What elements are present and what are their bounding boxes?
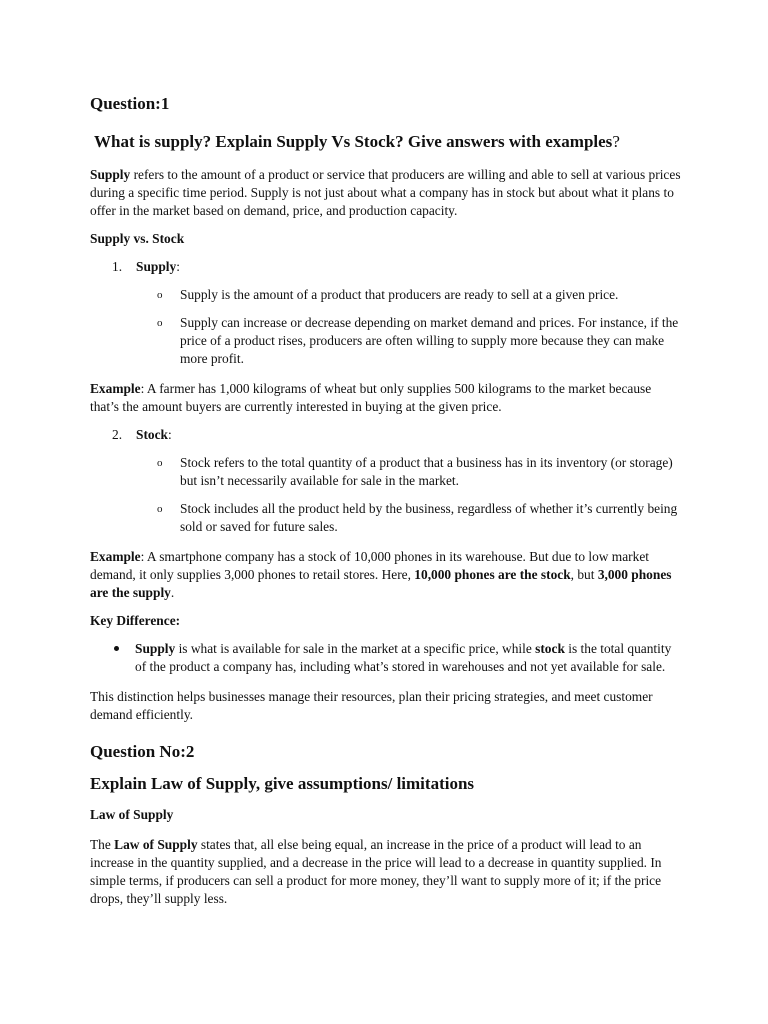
example-bold-stock: 10,000 phones are the stock: [414, 567, 571, 582]
item-colon: :: [168, 427, 172, 442]
question-1-label: Question:1: [90, 94, 170, 113]
key-difference-subheading: Key Difference:: [90, 613, 181, 628]
example-bold-supply: 3,000 phones are the supply: [90, 567, 672, 600]
item-title: [136, 426, 172, 444]
law-of-supply-subheading: Law of Supply: [90, 807, 174, 822]
list-item: [90, 454, 682, 490]
key-difference-text: is what is available for sale in the market at a specific price, while: [175, 641, 536, 656]
item-term: Stock: [136, 427, 168, 442]
law-of-supply-term: Law of Supply: [114, 837, 198, 852]
question-1-heading-mark: ?: [612, 132, 620, 151]
stock-points-list: [90, 454, 682, 536]
question-2-label: Question No:2: [90, 742, 195, 761]
item-number: 1.: [112, 259, 123, 274]
example-text: : A smartphone company has a stock of 10,000 phones in its warehouse. But due to low market demand, it only supplies 3,000 phones to retail stores. Here,: [90, 549, 649, 582]
list-item-text: Supply can increase or decrease depending on market demand and prices. For instance, if the price of a product rises, producers are often willing to supply more because they can make more profit.: [180, 315, 679, 366]
example-text: .: [170, 585, 175, 600]
stock-example-paragraph: [90, 548, 682, 602]
circle-bullet-icon: o: [157, 503, 163, 515]
key-difference-item: [90, 640, 682, 676]
question-1-heading: [90, 130, 682, 154]
key-difference-text: is the total quantity of the product a company has, including what’s stored in warehouses and not yet available for sale.: [135, 641, 672, 674]
law-of-supply-text: states that, all else being equal, an increase in the price of a product will lead to an increase in the quantity supplied, and a decrease in the price will lead to a decrease in quantity supplied. In simple terms, if producers can sell a product for more money, they’ll want to supply more of it; if the price drops, they’ll supply less.: [90, 837, 662, 906]
example-text: : A farmer has 1,000 kilograms of wheat but only supplies 500 kilograms to the market because that’s the amount buyers are currently interested in buying at the given price.: [90, 381, 652, 414]
document-page: [90, 90, 682, 908]
supply-definition-paragraph: [90, 166, 682, 220]
key-term-stock: stock: [535, 641, 565, 656]
list-item: [90, 500, 682, 536]
bullet-dot-icon: [114, 646, 119, 651]
numbered-item-stock: [90, 426, 682, 444]
example-term: Example: [90, 381, 141, 396]
supply-example-paragraph: [90, 380, 682, 416]
list-item-text: Stock refers to the total quantity of a product that a business has in its inventory (or storage) but isn’t necessarily available for sale in the market.: [180, 455, 673, 488]
closing-paragraph: This distinction helps businesses manage their resources, plan their pricing strategies, and meet customer demand efficiently.: [90, 689, 653, 722]
supply-definition-text: refers to the amount of a product or service that producers are willing and able to sell at various prices during a specific time period. Supply is not just about what a company has in stock but about what it plans to offer in the market based on demand, price, and production capacity.: [90, 167, 681, 218]
supply-vs-stock-subheading: Supply vs. Stock: [90, 231, 185, 246]
circle-bullet-icon: o: [157, 457, 163, 469]
numbered-item-supply: [90, 258, 682, 276]
list-item: [90, 286, 682, 304]
circle-bullet-icon: o: [157, 289, 163, 301]
question-2-heading: Explain Law of Supply, give assumptions/ limitations: [90, 774, 475, 793]
law-of-supply-paragraph: [90, 836, 682, 908]
item-number: 2.: [112, 427, 123, 442]
item-title: [136, 258, 180, 276]
list-item-text: Supply is the amount of a product that producers are ready to sell at a given price.: [180, 287, 619, 302]
item-colon: :: [176, 259, 180, 274]
supply-points-list: [90, 286, 682, 368]
example-term: Example: [90, 549, 141, 564]
supply-term: Supply: [90, 167, 131, 182]
law-pre-text: The: [90, 837, 115, 852]
circle-bullet-icon: o: [157, 317, 163, 329]
item-term: Supply: [136, 259, 177, 274]
question-1-heading-text: What is supply? Explain Supply Vs Stock? Give answers with examples: [94, 132, 613, 151]
list-item: [90, 314, 682, 368]
key-term-supply: Supply: [135, 641, 176, 656]
list-item-text: Stock includes all the product held by the business, regardless of whether it’s currently being sold or saved for future sales.: [180, 501, 678, 534]
example-text: , but: [570, 567, 598, 582]
